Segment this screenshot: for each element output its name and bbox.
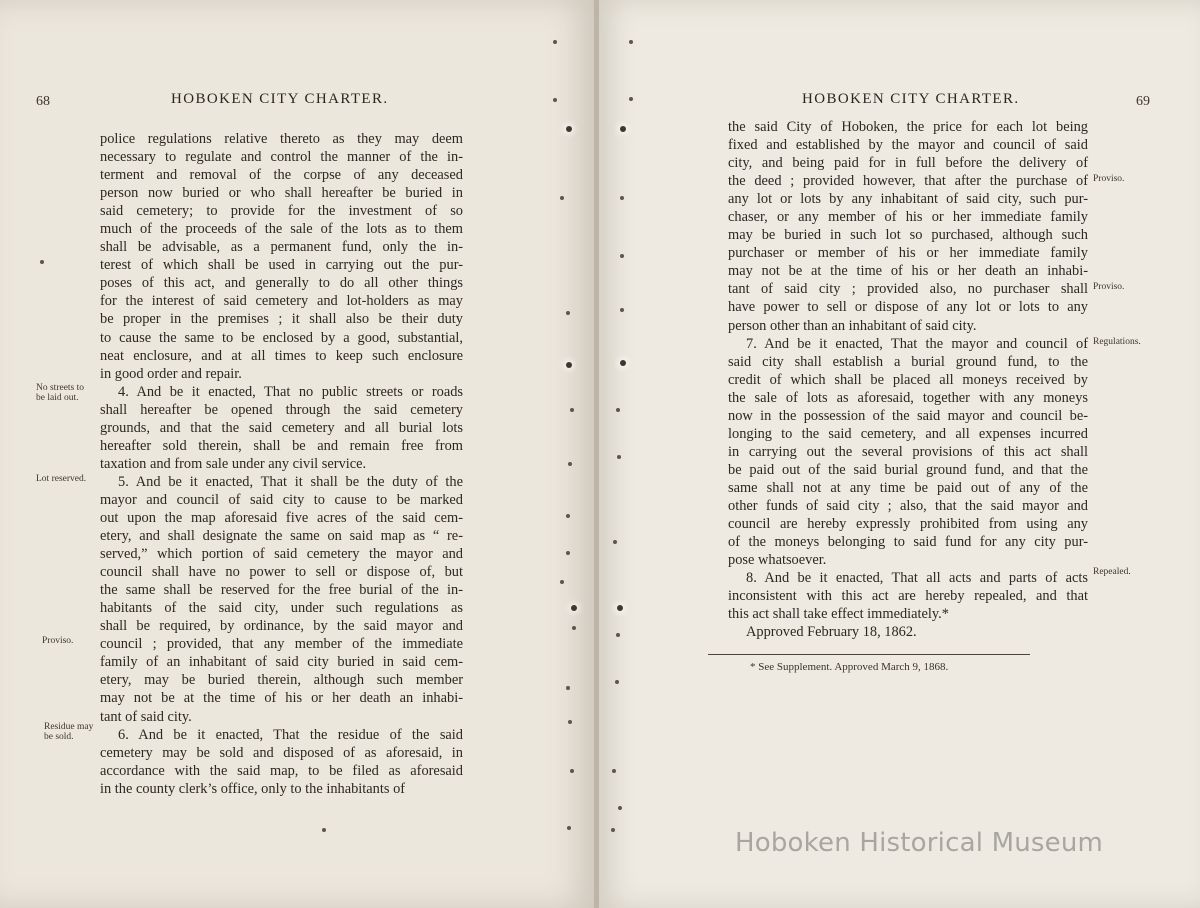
text-line: person other than an inhabitant of said city. bbox=[728, 317, 977, 334]
text-line: etery, and shall designate the same on said map as “ re- bbox=[100, 528, 463, 545]
text-line: this act shall take effect immediately.* bbox=[728, 606, 949, 623]
text-line: Approved February 18, 1862. bbox=[746, 624, 917, 641]
binding-hole bbox=[40, 260, 44, 264]
side-note-no-streets: No streets to be laid out. bbox=[36, 383, 85, 403]
text-line: purchaser or member of his or her immediate family bbox=[728, 245, 1088, 262]
binding-hole bbox=[620, 360, 626, 366]
side-note-proviso-1: Proviso. bbox=[1093, 174, 1125, 184]
text-line: same shall not at any time be paid out of any of the bbox=[728, 479, 1088, 496]
binding-hole bbox=[616, 633, 620, 637]
text-line: have power to sell or dispose of any lot or lots to any bbox=[728, 299, 1088, 316]
binding-hole bbox=[568, 720, 572, 724]
text-line: 8. And be it enacted, That all acts and parts of acts bbox=[746, 570, 1088, 587]
text-line: grounds, and that the said cemetery and all burial lots bbox=[100, 419, 463, 436]
binding-hole bbox=[615, 680, 619, 684]
text-line: neat enclosure, and at all times to keep such enclosure bbox=[100, 347, 463, 364]
binding-hole bbox=[566, 362, 572, 368]
text-line: the same shall be reserved for the free burial of the in- bbox=[100, 582, 463, 599]
binding-hole bbox=[613, 540, 617, 544]
binding-hole bbox=[566, 686, 570, 690]
text-line: cemetery may be sold and disposed of as aforesaid, in bbox=[100, 744, 463, 761]
binding-hole bbox=[322, 828, 326, 832]
text-line: in carrying out the several provisions of this act shall bbox=[728, 443, 1088, 460]
text-line: mayor and council of said city to cause to be marked bbox=[100, 491, 463, 508]
text-line: police regulations relative thereto as they may deem bbox=[100, 131, 463, 147]
text-line: etery, may be buried therein, although such member bbox=[100, 672, 463, 689]
text-line: 7. And be it enacted, That the mayor and council of bbox=[746, 335, 1088, 352]
binding-hole bbox=[568, 462, 572, 466]
text-line: any lot or lots by any inhabitant of said city, such pur- bbox=[728, 191, 1088, 208]
binding-hole bbox=[611, 828, 615, 832]
text-line: city, and being paid for in full before the delivery of bbox=[728, 155, 1088, 172]
text-line: the sale of lots as aforesaid, together with any moneys bbox=[728, 389, 1088, 406]
left-body-text bbox=[100, 130, 463, 798]
text-line: pose whatsoever. bbox=[728, 552, 827, 569]
text-line: inconsistent with this act are hereby repealed, and that bbox=[728, 588, 1088, 605]
text-line: may not be at the time of his or her death an inhabi- bbox=[100, 690, 463, 707]
text-line: be proper in the premises ; it shall also be their duty bbox=[100, 311, 463, 328]
binding-hole bbox=[617, 455, 621, 459]
text-line: said cemetery; to provide for the investment of so bbox=[100, 203, 463, 220]
text-line: 5. And be it enacted, That it shall be the duty of the bbox=[118, 473, 463, 490]
side-note-proviso-2: Proviso. bbox=[1093, 282, 1125, 292]
side-note-residue: Residue may be sold. bbox=[44, 722, 94, 742]
right-body-text bbox=[728, 118, 1088, 641]
binding-hole bbox=[618, 806, 622, 810]
binding-hole bbox=[617, 605, 623, 611]
text-line: necessary to regulate and control the manner of the in- bbox=[100, 149, 463, 166]
text-line: hereafter sold therein, shall be and remain free from bbox=[100, 437, 463, 454]
text-line: may be buried in such lot so purchased, although such bbox=[728, 227, 1088, 244]
text-line: taxation and from sale under any civil service. bbox=[100, 455, 367, 472]
text-line: the said City of Hoboken, the price for each lot being bbox=[728, 119, 1088, 135]
text-line: terest of which shall be used in carrying out the pur- bbox=[100, 257, 463, 274]
binding-hole bbox=[553, 98, 557, 102]
binding-hole bbox=[620, 308, 624, 312]
binding-hole bbox=[553, 40, 557, 44]
text-line: fixed and established by the mayor and council of said bbox=[728, 137, 1088, 154]
binding-hole bbox=[616, 408, 620, 412]
text-line: council shall have no power to sell or dispose of, but bbox=[100, 564, 463, 581]
text-line: accordance with the said map, to be filed as aforesaid bbox=[100, 762, 463, 779]
text-line: be paid out of the said burial ground fund, and that the bbox=[728, 461, 1088, 478]
binding-hole bbox=[566, 514, 570, 518]
binding-hole bbox=[570, 408, 574, 412]
text-line: longing to the said cemetery, and all expenses incurred bbox=[728, 425, 1088, 442]
text-line: chaser, or any member of his or her immediate family bbox=[728, 209, 1088, 226]
text-line: council are hereby expressly prohibited from using any bbox=[728, 516, 1088, 533]
binding-hole bbox=[620, 196, 624, 200]
text-line: the deed ; provided however, that after the purchase of bbox=[728, 173, 1088, 190]
side-note-lot-reserved: Lot reserved. bbox=[36, 474, 87, 484]
left-page-number: 68 bbox=[36, 94, 50, 109]
text-line: tant of said city. bbox=[100, 708, 192, 725]
binding-hole bbox=[566, 551, 570, 555]
text-line: shall hereafter be opened through the said cemetery bbox=[100, 401, 463, 418]
text-line: 4. And be it enacted, That no public streets or roads bbox=[118, 383, 463, 400]
right-running-head: HOBOKEN CITY CHARTER. bbox=[802, 91, 1020, 107]
binding-hole bbox=[560, 196, 564, 200]
footnote-rule bbox=[708, 654, 1030, 655]
text-line: said city shall establish a burial ground fund, to the bbox=[728, 353, 1088, 370]
text-line: shall be required, by ordinance, by the said mayor and bbox=[100, 618, 463, 635]
binding-hole bbox=[566, 126, 572, 132]
book-gutter bbox=[594, 0, 599, 908]
binding-hole bbox=[571, 605, 577, 611]
text-line: person now buried or who shall hereafter be buried in bbox=[100, 185, 463, 202]
text-line: council ; provided, that any member of the immediate bbox=[100, 636, 463, 653]
text-line: other funds of said city ; also, that the said mayor and bbox=[728, 497, 1088, 514]
binding-hole bbox=[629, 40, 633, 44]
text-line: tant of said city ; provided also, no purchaser shall bbox=[728, 281, 1088, 298]
binding-hole bbox=[572, 626, 576, 630]
binding-hole bbox=[629, 97, 633, 101]
binding-hole bbox=[567, 826, 571, 830]
binding-hole bbox=[612, 769, 616, 773]
text-line: terment and removal of the corpse of any deceased bbox=[100, 167, 463, 184]
footnote: * See Supplement. Approved March 9, 1868. bbox=[750, 661, 949, 673]
text-line: may not be at the time of his or her death an inhabi- bbox=[728, 263, 1088, 280]
side-note-regulations: Regulations. bbox=[1093, 337, 1141, 347]
text-line: poses of this act, and generally to do all other things bbox=[100, 275, 463, 292]
text-line: served,” which portion of said cemetery the mayor and bbox=[100, 546, 463, 563]
text-line: family of an inhabitant of said city buried in said cem- bbox=[100, 654, 463, 671]
binding-hole bbox=[560, 580, 564, 584]
text-line: now in the possession of the said mayor and council be- bbox=[728, 407, 1088, 424]
side-note-proviso-left: Proviso. bbox=[42, 636, 74, 646]
binding-hole bbox=[620, 126, 626, 132]
text-line: 6. And be it enacted, That the residue of the said bbox=[118, 726, 463, 743]
text-line: to cause the same to be enclosed by a good, substantial, bbox=[100, 329, 463, 346]
text-line: of the moneys belonging to said fund for any city pur- bbox=[728, 534, 1088, 551]
text-line: for the interest of said cemetery and lot-holders as may bbox=[100, 293, 463, 310]
right-page-number: 69 bbox=[1136, 94, 1150, 109]
text-line: in the county clerk’s office, only to the inhabitants of bbox=[100, 780, 406, 797]
binding-hole bbox=[570, 769, 574, 773]
museum-watermark: Hoboken Historical Museum bbox=[735, 828, 1104, 858]
left-running-head: HOBOKEN CITY CHARTER. bbox=[171, 91, 389, 107]
binding-hole bbox=[566, 311, 570, 315]
text-line: in good order and repair. bbox=[100, 365, 242, 382]
side-note-repealed: Repealed. bbox=[1093, 567, 1131, 577]
binding-hole bbox=[620, 254, 624, 258]
text-line: credit of which shall be placed all moneys received by bbox=[728, 371, 1088, 388]
text-line: much of the proceeds of the sale of the lots as to them bbox=[100, 221, 463, 238]
text-line: habitants of the said city, under such regulations as bbox=[100, 600, 463, 617]
text-line: out upon the map aforesaid five acres of the said cem- bbox=[100, 509, 463, 526]
text-line: shall be advisable, as a permanent fund, only the in- bbox=[100, 239, 463, 256]
